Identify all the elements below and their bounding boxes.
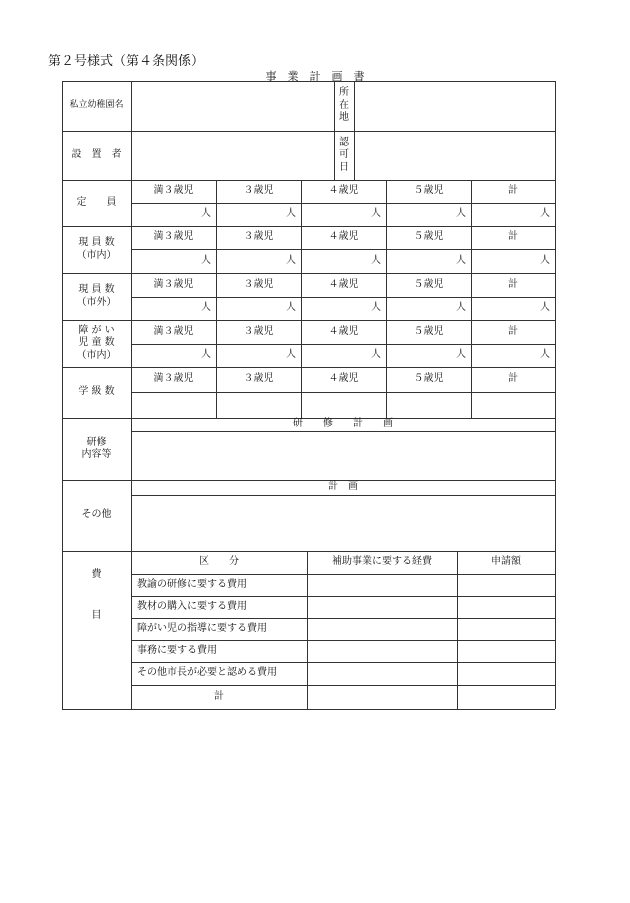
age-header-2: ４歳児 <box>328 231 359 243</box>
age-header-0: 満３歳児 <box>153 325 194 337</box>
expense-item-3: 事務に要する費用 <box>137 644 217 656</box>
expense-cost-1 <box>307 596 457 618</box>
expense-cost-4 <box>307 662 457 685</box>
count-value-2: 人 <box>371 302 381 314</box>
school-name-field <box>131 81 334 131</box>
age-header-4: 計 <box>508 373 518 385</box>
count-value-1: 人 <box>286 208 296 220</box>
age-header-4: 計 <box>508 278 518 290</box>
age-header-1: ３歳児 <box>243 278 274 290</box>
count-value-1: 人 <box>286 254 296 266</box>
other-content <box>131 495 555 551</box>
age-header-1: ３歳児 <box>243 185 274 197</box>
age-header-2: ４歳児 <box>328 185 359 197</box>
age-header-1: ３歳児 <box>243 231 274 243</box>
expense-cost-3 <box>307 640 457 662</box>
age-header-2: ４歳児 <box>328 278 359 290</box>
count-row-label-3: 障 が い 児 童 数 （市内） <box>76 324 117 361</box>
expense-header-2: 申請額 <box>491 556 521 568</box>
expense-amount-2 <box>457 618 555 640</box>
count-value-4: 人 <box>540 302 550 314</box>
age-header-2: ４歳児 <box>328 325 359 337</box>
expense-item-0: 教諭の研修に要する費用 <box>137 578 247 590</box>
count-value-0: 人 <box>201 254 211 266</box>
count-value-0: 人 <box>201 302 211 314</box>
approval-date-label: 認 可 日 <box>339 136 349 173</box>
founder-field <box>131 131 334 180</box>
location-field <box>354 81 555 131</box>
age-header-0: 満３歳児 <box>153 185 194 197</box>
count-value-3: 人 <box>456 254 466 266</box>
count-value-1: 人 <box>286 302 296 314</box>
age-header-1: ３歳児 <box>243 325 274 337</box>
expense-amount-3 <box>457 640 555 662</box>
training-header: 研 修 計 画 <box>293 418 393 430</box>
count-row-label-1: 現 員 数 （市内） <box>76 237 117 261</box>
approval-date-field <box>354 131 555 180</box>
expense-cost-2 <box>307 618 457 640</box>
form-title: 事 業 計 画 書 <box>265 70 365 83</box>
age-header-4: 計 <box>508 231 518 243</box>
expense-header-0: 区 分 <box>199 556 239 568</box>
expense-amount-1 <box>457 596 555 618</box>
count-value-1: 人 <box>286 349 296 361</box>
age-header-3: ５歳児 <box>413 231 444 243</box>
expense-total-label: 計 <box>214 690 224 702</box>
age-header-3: ５歳児 <box>413 185 444 197</box>
expense-header-1: 補助事業に要する経費 <box>332 556 432 568</box>
count-value-2: 人 <box>371 208 381 220</box>
founder-label: 設 置 者 <box>71 149 122 161</box>
age-header-1: ３歳児 <box>243 373 274 385</box>
count-row-label-4: 学 級 数 <box>78 386 115 398</box>
age-header-4: 計 <box>508 185 518 197</box>
age-header-3: ５歳児 <box>413 278 444 290</box>
expense-total-amount <box>457 685 555 709</box>
location-label: 所 在 地 <box>339 87 349 124</box>
expense-item-2: 障がい児の指導に要する費用 <box>137 622 267 634</box>
age-header-3: ５歳児 <box>413 325 444 337</box>
age-header-0: 満３歳児 <box>153 231 194 243</box>
form-number: 第２号様式（第４条関係） <box>48 54 205 69</box>
training-content <box>131 431 555 480</box>
count-value-0: 人 <box>201 349 211 361</box>
expense-total-cost <box>307 685 457 709</box>
count-value-4: 人 <box>540 254 550 266</box>
expense-cost-0 <box>307 574 457 596</box>
other-label: その他 <box>81 509 112 521</box>
count-value-1 <box>216 392 301 418</box>
training-label: 研修 内容等 <box>81 436 112 460</box>
school-name-label: 私立幼稚園名 <box>69 100 124 111</box>
count-value-3: 人 <box>456 302 466 314</box>
age-header-0: 満３歳児 <box>153 278 194 290</box>
expense-amount-4 <box>457 662 555 685</box>
count-value-4 <box>471 392 555 418</box>
age-header-3: ５歳児 <box>413 373 444 385</box>
table-line <box>62 709 555 710</box>
expense-label: 費 目 <box>91 569 102 621</box>
age-header-4: 計 <box>508 325 518 337</box>
count-value-0: 人 <box>201 208 211 220</box>
expense-item-1: 教材の購入に要する費用 <box>137 600 247 612</box>
age-header-2: ４歳児 <box>328 373 359 385</box>
count-value-2 <box>301 392 386 418</box>
count-value-0 <box>131 392 216 418</box>
expense-item-4: その他市長が必要と認める費用 <box>137 667 277 679</box>
count-value-4: 人 <box>540 349 550 361</box>
expense-amount-0 <box>457 574 555 596</box>
count-row-label-2: 現 員 数 （市外） <box>76 284 117 308</box>
count-value-3: 人 <box>456 208 466 220</box>
count-value-2: 人 <box>371 254 381 266</box>
other-header: 計 画 <box>328 481 358 493</box>
count-value-4: 人 <box>540 208 550 220</box>
count-value-3: 人 <box>456 349 466 361</box>
table-line <box>555 81 556 709</box>
count-value-2: 人 <box>371 349 381 361</box>
age-header-0: 満３歳児 <box>153 373 194 385</box>
count-value-3 <box>386 392 471 418</box>
count-row-label-0: 定 員 <box>76 196 117 208</box>
